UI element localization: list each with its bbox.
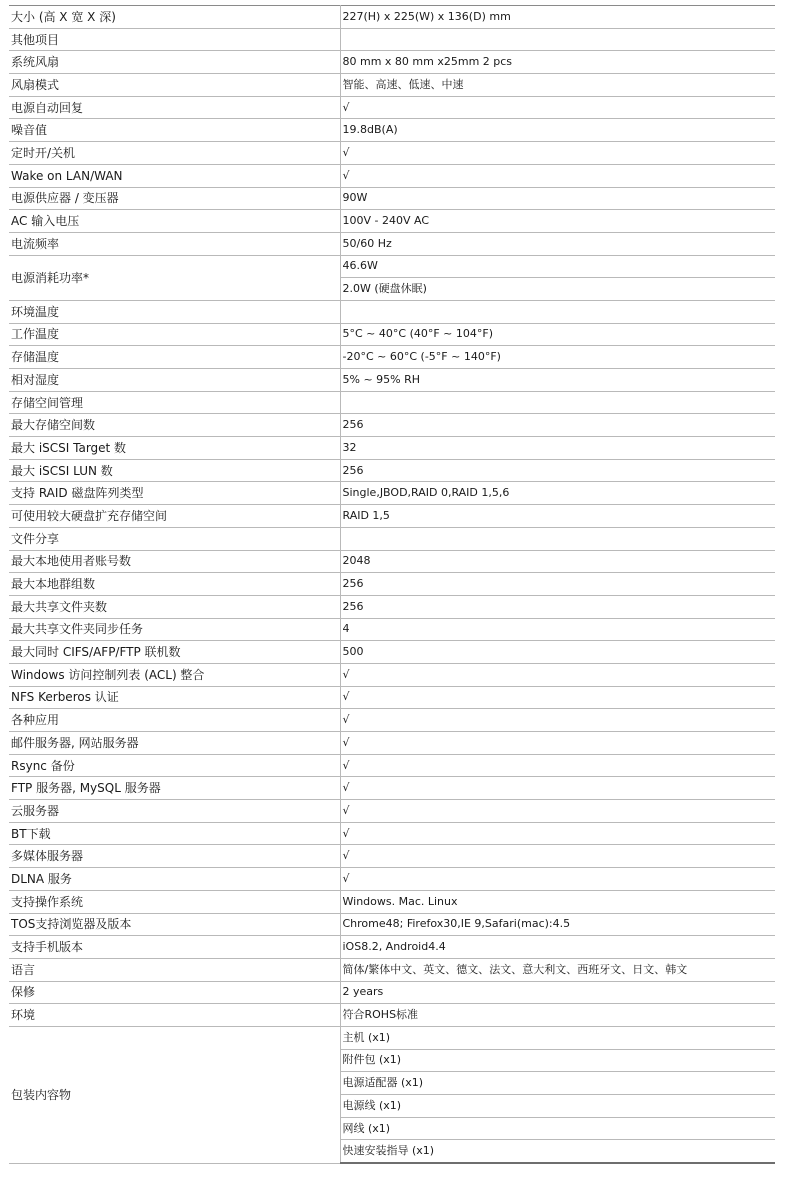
- table-row: [9, 74, 775, 97]
- spec-label: 最大同时 CIFS/AFP/FTP 联机数: [9, 641, 340, 664]
- spec-label: 电源自动回复: [9, 96, 340, 119]
- spec-value: √: [340, 845, 775, 868]
- spec-label: 电源供应器 / 变压器: [9, 187, 340, 210]
- spec-label: 其他项目: [9, 28, 340, 51]
- spec-value: 4: [340, 618, 775, 641]
- spec-value: 227(H) x 225(W) x 136(D) mm: [340, 6, 775, 29]
- table-row: [9, 663, 775, 686]
- spec-value: 2 years: [340, 981, 775, 1004]
- spec-label: 风扇模式: [9, 74, 340, 97]
- spec-label: 文件分享: [9, 527, 340, 550]
- table-row: [9, 210, 775, 233]
- spec-table: [9, 5, 775, 1164]
- spec-value: √: [340, 709, 775, 732]
- table-row: [9, 936, 775, 959]
- spec-value: 500: [340, 641, 775, 664]
- spec-label: 噪音值: [9, 119, 340, 142]
- spec-value: √: [340, 142, 775, 165]
- spec-label: TOS支持浏览器及版本: [9, 913, 340, 936]
- spec-value: 256: [340, 595, 775, 618]
- table-row: [9, 641, 775, 664]
- spec-label: Wake on LAN/WAN: [9, 164, 340, 187]
- spec-value: √: [340, 686, 775, 709]
- spec-label: 支持手机版本: [9, 936, 340, 959]
- spec-label: 语言: [9, 958, 340, 981]
- spec-label: 邮件服务器, 网站服务器: [9, 732, 340, 755]
- table-row: [9, 732, 775, 755]
- spec-value: √: [340, 822, 775, 845]
- spec-value: 50/60 Hz: [340, 232, 775, 255]
- table-row: [9, 686, 775, 709]
- table-row: [9, 164, 775, 187]
- spec-label: 最大存储空间数: [9, 414, 340, 437]
- spec-value: 256: [340, 459, 775, 482]
- spec-value: 主机 (x1): [340, 1026, 775, 1049]
- table-row: [9, 96, 775, 119]
- spec-value: -20°C ~ 60°C (-5°F ~ 140°F): [340, 346, 775, 369]
- table-row: [9, 6, 775, 29]
- table-row: [9, 1004, 775, 1027]
- spec-value: 2048: [340, 550, 775, 573]
- spec-label: 最大共享文件夹同步任务: [9, 618, 340, 641]
- spec-value: [340, 391, 775, 414]
- spec-label: 环境温度: [9, 300, 340, 323]
- table-row: [9, 527, 775, 550]
- spec-label: 各种应用: [9, 709, 340, 732]
- table-row: [9, 890, 775, 913]
- table-row: [9, 618, 775, 641]
- spec-value: 90W: [340, 187, 775, 210]
- spec-label: 支持操作系统: [9, 890, 340, 913]
- spec-label: 保修: [9, 981, 340, 1004]
- spec-label: 最大 iSCSI LUN 数: [9, 459, 340, 482]
- spec-value: 电源线 (x1): [340, 1095, 775, 1118]
- spec-value: 网线 (x1): [340, 1117, 775, 1140]
- spec-label: 电源消耗功率*: [9, 255, 340, 300]
- spec-label: AC 输入电压: [9, 210, 340, 233]
- table-row: [9, 414, 775, 437]
- spec-value: √: [340, 732, 775, 755]
- table-row: [9, 300, 775, 323]
- spec-label: 电流频率: [9, 232, 340, 255]
- spec-label: 最大 iSCSI Target 数: [9, 437, 340, 460]
- spec-value: 附件包 (x1): [340, 1049, 775, 1072]
- spec-value: Chrome48; Firefox30,IE 9,Safari(mac):4.5: [340, 913, 775, 936]
- table-row: [9, 51, 775, 74]
- spec-value: √: [340, 96, 775, 119]
- table-row: [9, 777, 775, 800]
- table-row: [9, 437, 775, 460]
- table-row: [9, 573, 775, 596]
- spec-label: 存储空间管理: [9, 391, 340, 414]
- table-row: [9, 323, 775, 346]
- table-row: [9, 958, 775, 981]
- spec-value: √: [340, 800, 775, 823]
- spec-value: 5% ~ 95% RH: [340, 369, 775, 392]
- spec-value: 46.6W: [340, 255, 775, 278]
- table-row: [9, 822, 775, 845]
- spec-value: [340, 527, 775, 550]
- table-row: [9, 119, 775, 142]
- spec-value: Single,JBOD,RAID 0,RAID 1,5,6: [340, 482, 775, 505]
- spec-label: 云服务器: [9, 800, 340, 823]
- spec-value: iOS8.2, Android4.4: [340, 936, 775, 959]
- spec-label: FTP 服务器, MySQL 服务器: [9, 777, 340, 800]
- table-row: [9, 550, 775, 573]
- spec-label: 系统风扇: [9, 51, 340, 74]
- spec-label: 定时开/关机: [9, 142, 340, 165]
- spec-value: √: [340, 754, 775, 777]
- spec-value: 智能、高速、低速、中速: [340, 74, 775, 97]
- spec-value: √: [340, 164, 775, 187]
- spec-value: [340, 28, 775, 51]
- table-row: [9, 595, 775, 618]
- spec-label: 相对湿度: [9, 369, 340, 392]
- spec-label: 最大本地使用者账号数: [9, 550, 340, 573]
- spec-value: Windows. Mac. Linux: [340, 890, 775, 913]
- spec-label: 多媒体服务器: [9, 845, 340, 868]
- table-row: [9, 391, 775, 414]
- table-row: [9, 754, 775, 777]
- table-row: [9, 913, 775, 936]
- table-row: [9, 255, 775, 278]
- table-row: [9, 28, 775, 51]
- spec-table-body: [9, 6, 775, 1164]
- spec-value: RAID 1,5: [340, 505, 775, 528]
- table-row: [9, 482, 775, 505]
- spec-label: 包装内容物: [9, 1026, 340, 1163]
- spec-value: 19.8dB(A): [340, 119, 775, 142]
- table-row: [9, 187, 775, 210]
- spec-value: √: [340, 868, 775, 891]
- spec-value: 符合ROHS标准: [340, 1004, 775, 1027]
- spec-value: 5°C ~ 40°C (40°F ~ 104°F): [340, 323, 775, 346]
- spec-value: 256: [340, 414, 775, 437]
- spec-value: √: [340, 663, 775, 686]
- spec-label: 支持 RAID 磁盘阵列类型: [9, 482, 340, 505]
- table-row: [9, 868, 775, 891]
- spec-value: 80 mm x 80 mm x25mm 2 pcs: [340, 51, 775, 74]
- table-row: [9, 505, 775, 528]
- spec-value: 简体/繁体中文、英文、德文、法文、意大利文、西班牙文、日文、韩文: [340, 958, 775, 981]
- spec-value: 电源适配器 (x1): [340, 1072, 775, 1095]
- spec-value: √: [340, 777, 775, 800]
- spec-label: 大小 (高 X 宽 X 深): [9, 6, 340, 29]
- spec-label: BT下载: [9, 822, 340, 845]
- table-row: [9, 1026, 775, 1049]
- spec-label: 环境: [9, 1004, 340, 1027]
- spec-label: 最大本地群组数: [9, 573, 340, 596]
- spec-value: [340, 300, 775, 323]
- spec-value: 100V - 240V AC: [340, 210, 775, 233]
- spec-label: NFS Kerberos 认证: [9, 686, 340, 709]
- table-row: [9, 459, 775, 482]
- spec-value: 2.0W (硬盘休眠): [340, 278, 775, 301]
- table-row: [9, 346, 775, 369]
- spec-value: 256: [340, 573, 775, 596]
- spec-value: 快速安装指导 (x1): [340, 1140, 775, 1163]
- table-row: [9, 845, 775, 868]
- spec-label: 存储温度: [9, 346, 340, 369]
- spec-value: 32: [340, 437, 775, 460]
- table-row: [9, 142, 775, 165]
- table-row: [9, 232, 775, 255]
- spec-label: 最大共享文件夹数: [9, 595, 340, 618]
- spec-label: DLNA 服务: [9, 868, 340, 891]
- table-row: [9, 800, 775, 823]
- spec-label: Windows 访问控制列表 (ACL) 整合: [9, 663, 340, 686]
- spec-label: 工作温度: [9, 323, 340, 346]
- table-row: [9, 709, 775, 732]
- spec-label: 可使用较大硬盘扩充存储空间: [9, 505, 340, 528]
- spec-label: Rsync 备份: [9, 754, 340, 777]
- table-row: [9, 369, 775, 392]
- table-row: [9, 981, 775, 1004]
